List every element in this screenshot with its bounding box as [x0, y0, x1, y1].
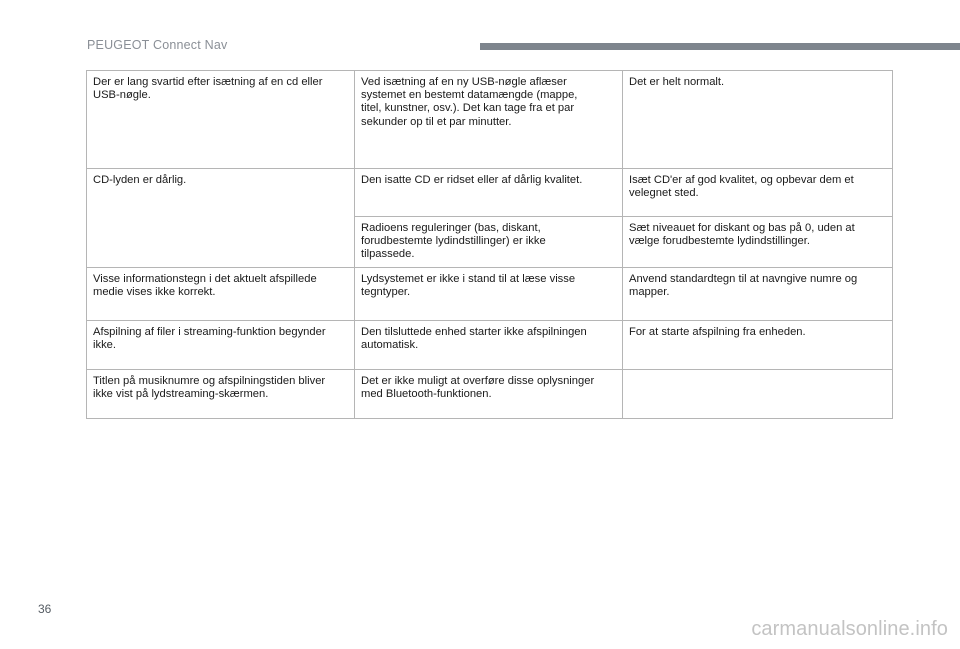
watermark: carmanualsonline.info	[751, 618, 948, 640]
table-row	[87, 71, 893, 169]
cause-cell: Ved isætning af en ny USB-nøgle aflæser systemet en bestemt datamængde (mappe, titel, kunstner, osv.). Det kan tage fra et par sekunder op til et par minutter.	[355, 71, 623, 169]
problem-cell: Visse informationstegn i det aktuelt afspillede medie vises ikke korrekt.	[87, 267, 355, 320]
table-row	[87, 169, 893, 217]
page-number: 36	[38, 602, 52, 616]
cause-cell: Den isatte CD er ridset eller af dårlig kvalitet.	[355, 169, 623, 217]
solution-cell: Sæt niveauet for diskant og bas på 0, uden at vælge forudbestemte lydindstillinger.	[623, 217, 893, 268]
table-row	[87, 267, 893, 320]
solution-cell	[623, 369, 893, 418]
table-row	[87, 320, 893, 369]
cause-cell: Radioens reguleringer (bas, diskant, forudbestemte lydindstillinger) er ikke tilpassede.	[355, 217, 623, 268]
solution-cell: Isæt CD'er af god kvalitet, og opbevar dem et velegnet sted.	[623, 169, 893, 217]
problem-cell: Titlen på musiknumre og afspilningstiden bliver ikke vist på lydstreaming-skærmen.	[87, 369, 355, 418]
manual-section-title: PEUGEOT Connect Nav	[87, 38, 228, 52]
troubleshooting-table	[86, 70, 893, 419]
problem-cell: Der er lang svartid efter isætning af en cd eller USB-nøgle.	[87, 71, 355, 169]
solution-cell: For at starte afspilning fra enheden.	[623, 320, 893, 369]
header-accent-bar	[480, 43, 960, 50]
cause-cell: Det er ikke muligt at overføre disse oplysninger med Bluetooth-funktionen.	[355, 369, 623, 418]
solution-cell: Anvend standardtegn til at navngive numre og mapper.	[623, 267, 893, 320]
solution-cell: Det er helt normalt.	[623, 71, 893, 169]
cause-cell: Den tilsluttede enhed starter ikke afspilningen automatisk.	[355, 320, 623, 369]
problem-cell: Afspilning af filer i streaming-funktion begynder ikke.	[87, 320, 355, 369]
table-row	[87, 369, 893, 418]
problem-cell: CD-lyden er dårlig.	[87, 169, 355, 268]
cause-cell: Lydsystemet er ikke i stand til at læse visse tegntyper.	[355, 267, 623, 320]
